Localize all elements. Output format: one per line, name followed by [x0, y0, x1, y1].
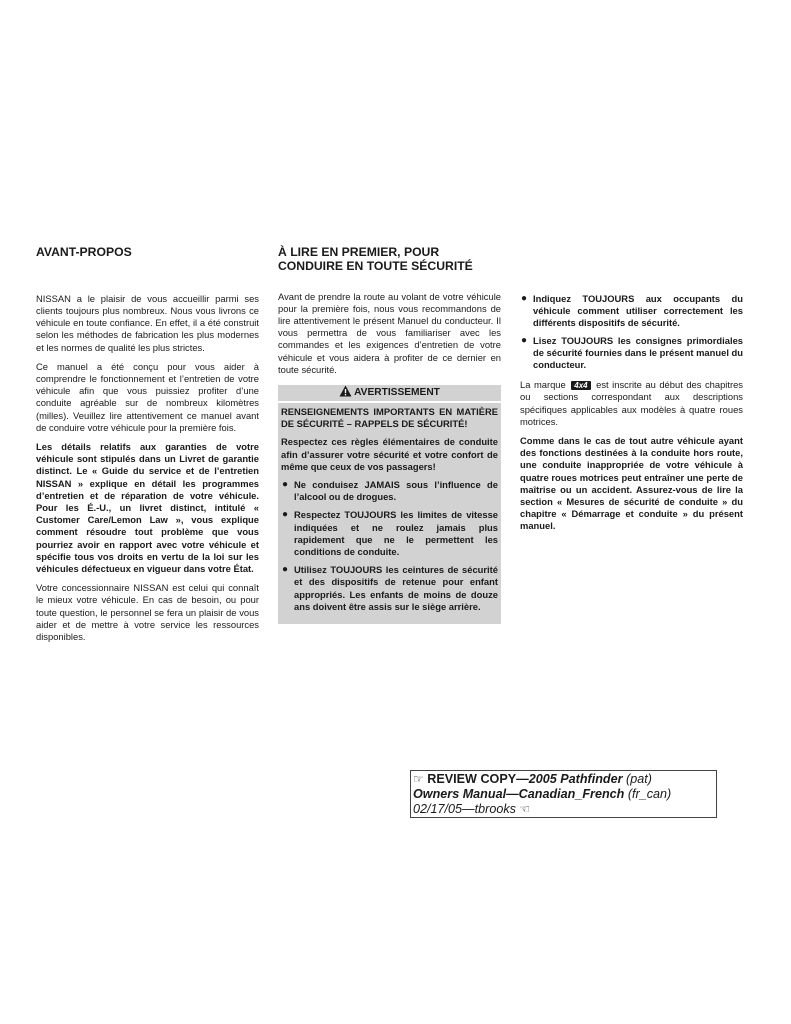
- bullet-list: [520, 293, 743, 371]
- list-item: ● Utilisez TOUJOURS les ceintures de sécurité et des dispositifs de retenue pour enfant appropriés. Les enfants de moins de douze ans doivent être assis sur le siège arrière.: [282, 564, 498, 612]
- warning-bullet-list: [281, 479, 498, 613]
- column-lire-en-premier: [278, 246, 501, 624]
- section-heading-securite: À LIRE EN PREMIER, POUR CONDUIRE EN TOUTE SÉCURITÉ: [278, 245, 473, 273]
- column-third: [520, 293, 743, 540]
- list-item: ● Respectez TOUJOURS les limites de vitesse indiquées et ne roulez jamais plus rapidement que ne le permettent les conditions de conduite.: [282, 509, 498, 558]
- 4x4-badge-icon: 4x4: [571, 381, 590, 390]
- bullet-icon: ●: [521, 334, 528, 346]
- pointing-hand-left-icon: ☜: [519, 802, 531, 817]
- bullet-icon: ●: [282, 509, 289, 521]
- paragraph-avant-de-prendre: Avant de prendre la route au volant de votre véhicule pour la première fois, nous vous recommandons de lire attentivement le présent Manuel du conducteur. Il vous permettra de vous familiariser avec les commandes et les exigences d’entretien de votre véhicule et vous aidera à profiter de ce dernier en toute sécurité.: [278, 290, 501, 375]
- warning-triangle-icon: [339, 385, 352, 397]
- bullet-icon: ●: [521, 293, 528, 304]
- warning-intro: Respectez ces règles élémentaires de conduite afin d’assurer votre sécurité et votre confort de même que ceux de vos passagers!: [281, 436, 498, 472]
- paragraph-intro: NISSAN a le plaisir de vous accueillir parmi ses clients toujours plus nombreux. Nous vous livrons ce véhicule en toute confiance. En effet, il a été construit selon les méthodes de fabrication les plus modernes et les normes de qualité les plus strictes.: [36, 292, 259, 353]
- warning-subtitle: RENSEIGNEMENTS IMPORTANTS EN MATIÈRE DE SÉCURITÉ – RAPPELS DE SÉCURITÉ!: [281, 406, 498, 430]
- list-item: ● Ne conduisez JAMAIS sous l’influence de l’alcool ou de drogues.: [282, 479, 498, 503]
- stamp-line-1: ☞ REVIEW COPY—2005 Pathfinder (pat): [413, 772, 652, 786]
- section-heading-avant-propos: AVANT-PROPOS: [36, 245, 132, 259]
- stamp-line-3: 02/17/05—tbrooks ☜: [413, 802, 531, 817]
- stamp-line-2: Owners Manual—Canadian_French (fr_can): [413, 787, 672, 802]
- warning-box: [278, 385, 501, 624]
- pointing-hand-right-icon: ☞: [413, 772, 424, 786]
- list-item: ● Lisez TOUJOURS les consignes primordiales de sécurité fournies dans le présent manuel du conducteur.: [521, 334, 743, 371]
- warning-header: [278, 385, 501, 403]
- bullet-icon: ●: [282, 564, 289, 576]
- paragraph-marque: La marque 4x4 est inscrite au début des chapitres ou sections correspondant aux descriptions spécifiques applicables aux modèles à quatre roues motrices.: [520, 379, 743, 427]
- paragraph-warranty: Les détails relatifs aux garanties de votre véhicule sont stipulés dans un Livret de garantie distinct. Le « Guide du service et de l’entretien NISSAN » explique en détail les programmes d’entretien et de réparation de votre véhicule. Pour les É.-U., un livret distinct, intitulé « Customer Care/Lemon Law », vous explique comment résoudre tout problème que vous pourriez avoir en rapport avec votre véhicule et spécifie tous vos droits en vertu de la loi sur les véhicules défectueux en vigueur dans votre État.: [36, 441, 259, 575]
- paragraph-hors-route: Comme dans le cas de tout autre véhicule ayant des fonctions destinées à la conduite hors route, une conduite inappropriée de votre véhicule à quatre roues motrices peut entraîner une perte de maîtrise ou un accident. Assurez-vous de lire la section « Mesures de sécurité de conduite » du chapitre « Démarrage et conduite » du présent manuel.: [520, 435, 743, 532]
- paragraph-manual: Ce manuel a été conçu pour vous aider à comprendre le fonctionnement et l’entretien de votre véhicule afin que vous puissiez profiter d’une conduite agréable sur de nombreux kilomètres (milles). Veuillez lire attentivement ce manuel avant de conduire votre véhicule pour la première fois.: [36, 360, 259, 433]
- review-copy-stamp: [410, 770, 717, 818]
- column-avant-propos: [36, 246, 259, 650]
- list-item: ● Indiquez TOUJOURS aux occupants du véhicule comment utiliser correctement les différents dispositifs de sécurité.: [521, 293, 743, 329]
- paragraph-dealer: Votre concessionnaire NISSAN est celui qui connaît le mieux votre véhicule. En cas de besoin, ou pour toute question, le personnel se fera un plaisir de vous aider et de mettre à votre service les ressources disponibles.: [36, 582, 259, 643]
- warning-title: AVERTISSEMENT: [354, 387, 440, 399]
- bullet-icon: ●: [282, 479, 289, 491]
